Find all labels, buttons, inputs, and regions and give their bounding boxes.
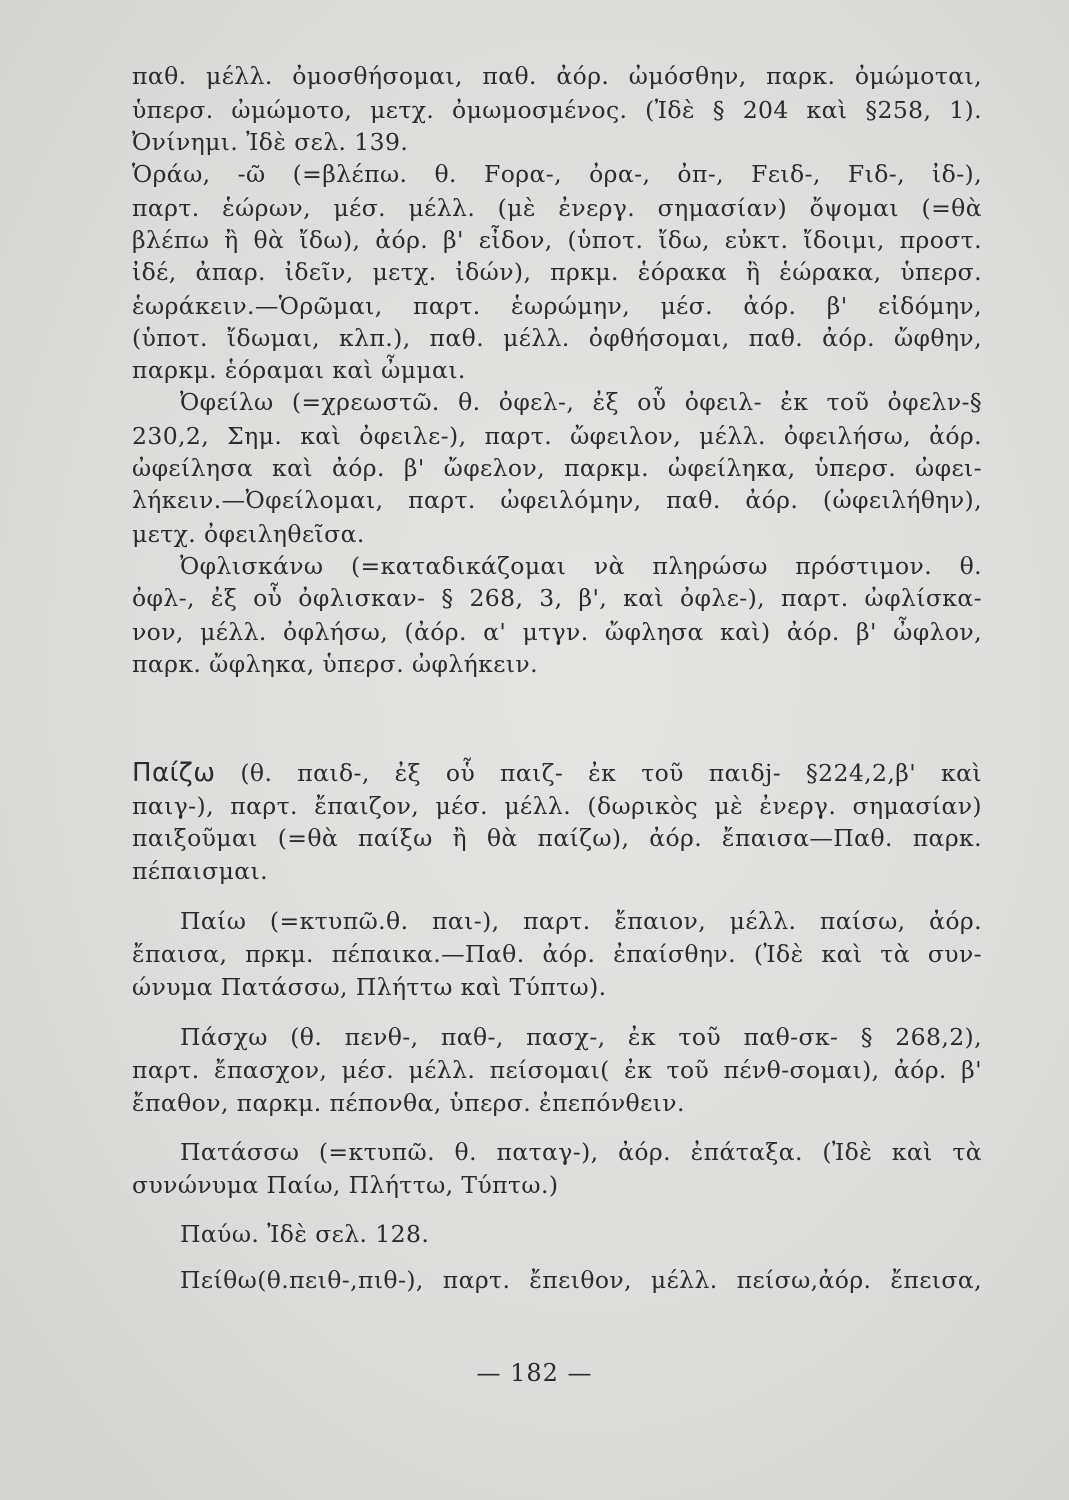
entry-pascho: Πάσχω (θ. πενθ-, παθ-, πασχ-, ἐκ τοῦ παθ-σκ- § 268,2), bbox=[180, 1023, 982, 1051]
text-line: λήκειν.—Ὀφείλομαι, παρτ. ὠφειλόμην, παθ. ἀόρ. (ὠφειλήθην), bbox=[132, 486, 982, 514]
entry-pauo: Παύω. Ἰδὲ σελ. 128. bbox=[180, 1220, 430, 1248]
text-line: πέπαισμαι. bbox=[132, 857, 269, 885]
text-line: παρτ. ἑώρων, μέσ. μέλλ. (μὲ ἐνεργ. σημασίαν) ὄψομαι (=θὰ bbox=[132, 194, 982, 222]
text-line: ἰδέ, ἀπαρ. ἰδεῖν, μετχ. ἰδών), πρκμ. ἑόρακα ἢ ἑώρακα, ὑπερσ. bbox=[132, 258, 982, 286]
text-line: παθ. μέλλ. ὀμοσθήσομαι, παθ. ἀόρ. ὠμόσθην, παρκ. ὀμώμοται, bbox=[132, 62, 982, 90]
text-line: Ὀνίνημι. Ἰδὲ σελ. 139. bbox=[132, 128, 409, 156]
text-line: (ὑποτ. ἴδωμαι, κλπ.), παθ. μέλλ. ὀφθήσομαι, παθ. ἀόρ. ὤφθην, bbox=[132, 324, 982, 352]
text-line: 230,2, Σημ. καὶ ὀφειλε-), παρτ. ὤφειλον, μέλλ. ὀφειλήσω, ἀόρ. bbox=[132, 422, 982, 450]
text-line: βλέπω ἢ θὰ ἴδω), ἀόρ. β' εἶδον, (ὑποτ. ἴδω, εὐκτ. ἴδοιμι, προστ. bbox=[132, 226, 982, 254]
entry-paio: Παίω (=κτυπῶ.θ. παι-), παρτ. ἔπαιον, μέλλ. παίσω, ἀόρ. bbox=[180, 907, 982, 935]
text-line: ἑωράκειν.—Ὁρῶμαι, παρτ. ἑωρώμην, μέσ. ἀόρ. β' εἰδόμην, bbox=[132, 292, 982, 320]
text-line: παιγ-), παρτ. ἔπαιζον, μέσ. μέλλ. (δωρικὸς μὲ ἐνεργ. σημασίαν) bbox=[132, 792, 982, 820]
text-line: ἔπαθον, παρκμ. πέπονθα, ὑπερσ. ἐπεπόνθειν. bbox=[132, 1089, 685, 1117]
page-number: — 182 — bbox=[476, 1359, 593, 1387]
text-line: ὀφλ-, ἐξ οὗ ὀφλισκαν- § 268, 3, β', καὶ ὀφλε-), παρτ. ὠφλίσκα- bbox=[132, 584, 982, 612]
text-line: ὑπερσ. ὠμώμοτο, μετχ. ὀμωμοσμένος. (Ἰδὲ § 204 καὶ §258, 1). bbox=[132, 96, 982, 124]
entry-ofliskano: Ὀφλισκάνω (=καταδικάζομαι νὰ πληρώσω πρόστιμον. θ. bbox=[180, 552, 982, 580]
text-line: μετχ. ὀφειληθεῖσα. bbox=[132, 520, 365, 548]
entry-peitho: Πείθω(θ.πειθ-,πιθ-), παρτ. ἔπειθον, μέλλ. πείσω,ἀόρ. ἔπεισα, bbox=[180, 1266, 982, 1294]
entry-ofeilo: Ὀφείλω (=χρεωστῶ. θ. ὀφελ-, ἐξ οὗ ὀφειλ- ἐκ τοῦ ὀφελν-§ bbox=[180, 388, 982, 416]
text-line: συνώνυμα Παίω, Πλήττω, Τύπτω.) bbox=[132, 1171, 559, 1199]
entry-orao: Ὁράω, -ῶ (=βλέπω. θ. Fορα-, ὀρα-, ὀπ-, Fειδ-, Fιδ-, ἰδ-), bbox=[132, 160, 982, 188]
text-line: παρκμ. ἑόραμαι καὶ ὦμμαι. bbox=[132, 356, 466, 384]
text-line: παρκ. ὤφληκα, ὑπερσ. ὠφλήκειν. bbox=[132, 650, 538, 678]
text-line: νον, μέλλ. ὀφλήσω, (ἀόρ. α' μτγν. ὤφλησα καὶ) ἀόρ. β' ὦφλον, bbox=[132, 618, 982, 646]
entry-paizo bbox=[132, 757, 982, 789]
entry-patasso: Πατάσσω (=κτυπῶ. θ. παταγ-), ἀόρ. ἐπάταξα. (Ἰδὲ καὶ τὰ bbox=[180, 1138, 982, 1166]
text-line: ἔπαισα, πρκμ. πέπαικα.—Παθ. ἀόρ. ἐπαίσθην. (Ἰδὲ καὶ τὰ συν- bbox=[132, 940, 982, 968]
text-line: παρτ. ἔπασχον, μέσ. μέλλ. πείσομαι( ἐκ τοῦ πένθ-σομαι), ἀόρ. β' bbox=[132, 1056, 982, 1084]
headword-paizo: Παίζω bbox=[132, 758, 216, 788]
text-line: ὠφείλησα καὶ ἀόρ. β' ὤφελον, παρκμ. ὠφείληκα, ὑπερσ. ὠφει- bbox=[132, 454, 982, 482]
entry-paizo-text: (θ. παιδ-, ἐξ οὗ παιζ- ἐκ τοῦ παιδj- §224,2,β' καὶ bbox=[215, 759, 982, 787]
text-line: ώνυμα Πατάσσω, Πλήττω καὶ Τύπτω). bbox=[132, 973, 607, 1001]
text-line: παιξοῦμαι (=θὰ παίξω ἢ θὰ παίζω), ἀόρ. ἔπαισα—Παθ. παρκ. bbox=[132, 824, 982, 852]
